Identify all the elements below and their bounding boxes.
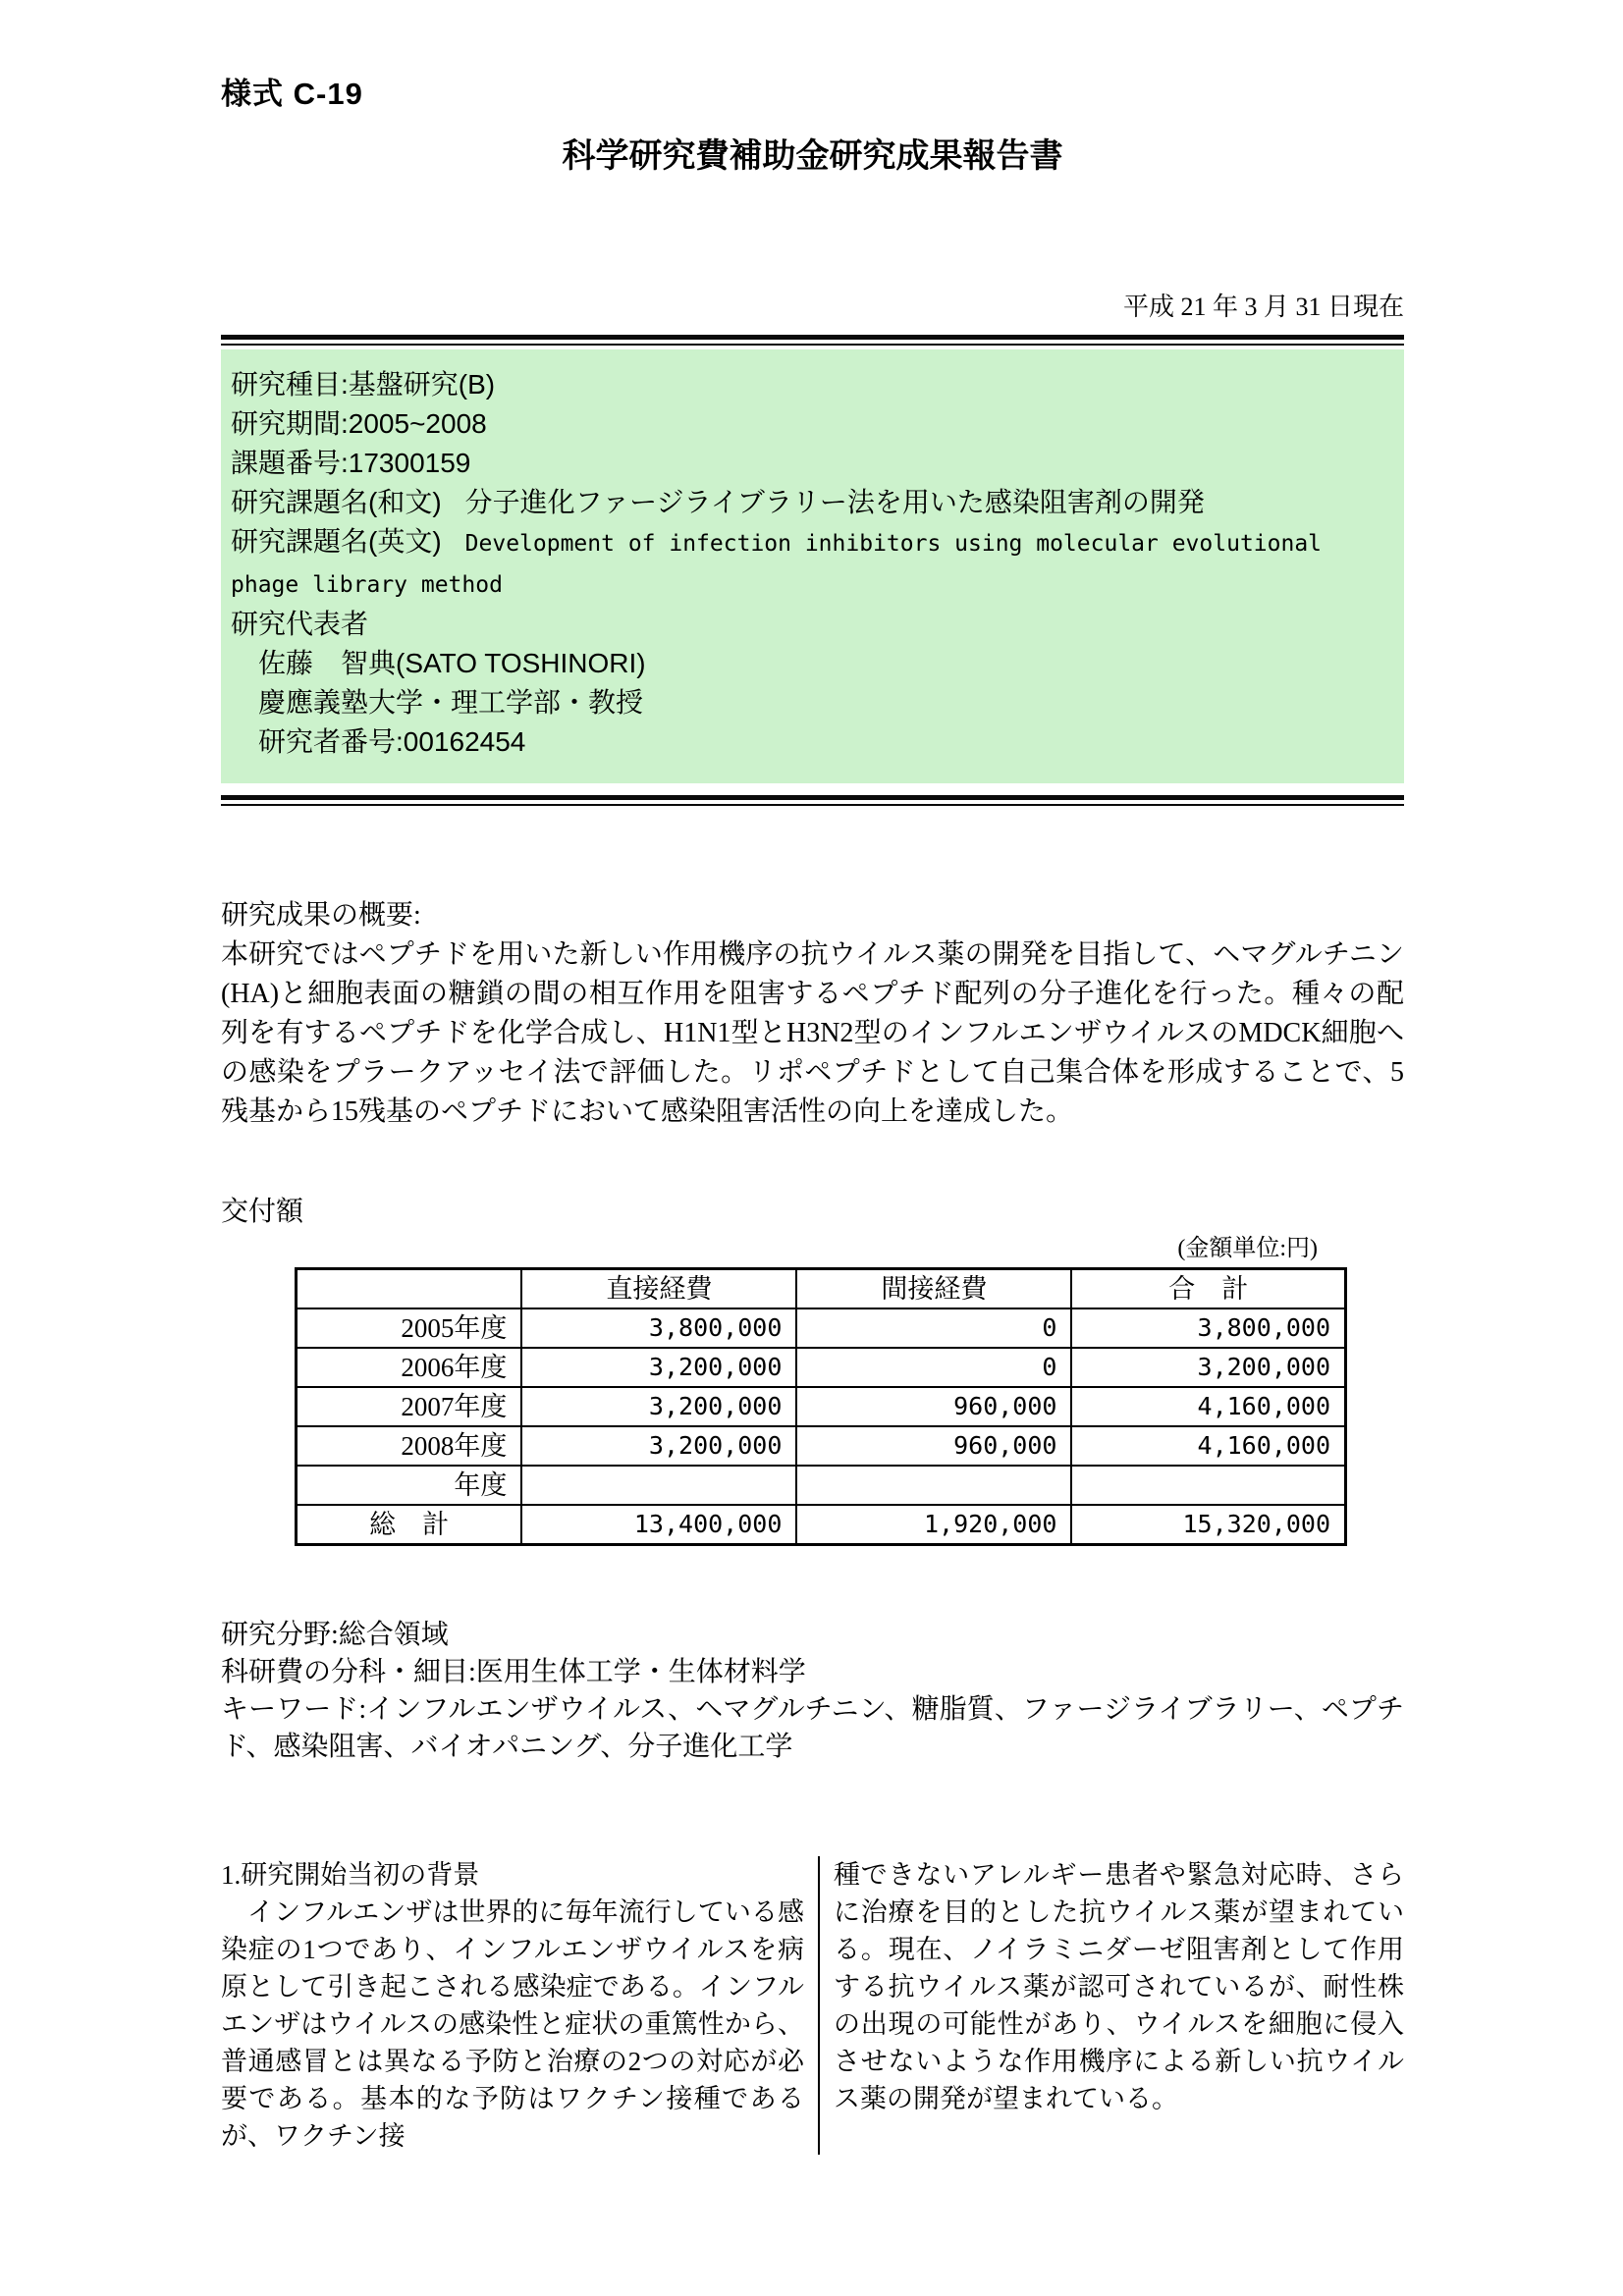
amount-cell: 4,160,000 <box>1071 1426 1345 1466</box>
amount-cell: 0 <box>796 1308 1071 1348</box>
amount-cell: 4,160,000 <box>1071 1387 1345 1426</box>
row-label-cell: 2005年度 <box>297 1308 522 1348</box>
amount-cell <box>1071 1466 1345 1505</box>
amount-cell <box>521 1466 796 1505</box>
double-rule-bottom <box>221 795 1404 806</box>
overview-section <box>221 896 1404 1132</box>
amount-cell: 960,000 <box>796 1426 1071 1466</box>
grant-table <box>295 1267 1347 1546</box>
header-cell-total: 合 計 <box>1071 1269 1345 1309</box>
row-label-cell: 2007年度 <box>297 1387 522 1426</box>
amount-cell: 3,200,000 <box>521 1348 796 1387</box>
research-category: 研究種目:基盤研究(B) <box>231 369 496 400</box>
amount-cell <box>796 1466 1071 1505</box>
project-title-ja-line <box>231 483 1394 522</box>
amount-cell: 3,200,000 <box>1071 1348 1345 1387</box>
table-row-2008 <box>297 1426 1346 1466</box>
principal-investigator-name: 佐藤 智典(SATO TOSHINORI) <box>258 648 646 678</box>
principal-investigator-affiliation: 慶應義塾大学・理工学部・教授 <box>258 687 644 718</box>
rule-bar-thick <box>221 335 1404 340</box>
amount-cell: 3,800,000 <box>521 1308 796 1348</box>
header-cell-indirect: 間接経費 <box>796 1269 1071 1309</box>
research-field-line: 研究分野:総合領域 <box>221 1620 449 1650</box>
table-row-2005 <box>297 1308 1346 1348</box>
form-code: 様式 C-19 <box>221 77 363 111</box>
project-title-ja-label: 研究課題名(和文) <box>231 487 442 517</box>
background-right-body: 種できないアレルギー患者や緊急対応時、さらに治療を目的とした抗ウイルス薬が望まれている。現在、ノイラミニダーゼ阻害剤として作用する抗ウイルス薬が認可されているが、耐性株の出現の可能性があり、ウイルスを細胞に侵入させないような作用機序による新しい抗ウイルス薬の開発が望まれている。 <box>834 1860 1404 2113</box>
double-rule-top <box>221 335 1404 346</box>
research-period: 研究期間:2005~2008 <box>231 408 487 439</box>
amount-cell: 15,320,000 <box>1071 1505 1345 1545</box>
overview-body: 本研究ではペプチドを用いた新しい作用機序の抗ウイルス薬の開発を目指して、ヘマグルチニン(HA)と細胞表面の糖鎖の間の相互作用を阻害するペプチド配列の分子進化を行った。種々の配列を有するペプチドを化学合成し、H1N1型とH3N2型のインフルエンザウイルスのMDCK細胞への感染をプラークアッセイ法で評価した。リポペプチドとして自己集合体を形成することで、5残基から15残基のペプチドにおいて感染阻害活性の向上を達成した。 <box>221 939 1404 1127</box>
keywords-line: キーワード:インフルエンザウイルス、ヘマグルチニン、糖脂質、ファージライブラリー、ペプチド、感染阻害、バイオパニング、分子進化工学 <box>221 1694 1404 1762</box>
project-title-ja-text: 分子進化ファージライブラリー法を用いた感染阻害剤の開発 <box>464 487 1205 517</box>
project-info-box <box>221 349 1404 783</box>
grant-section <box>221 1193 1404 1546</box>
background-heading: 1.研究開始当初の背景 <box>221 1860 480 1890</box>
overview-heading: 研究成果の概要: <box>221 900 421 931</box>
amount-cell: 3,200,000 <box>521 1426 796 1466</box>
amount-cell: 1,920,000 <box>796 1505 1071 1545</box>
rule-bar-thin <box>221 804 1404 806</box>
grant-heading: 交付額 <box>221 1197 304 1227</box>
document-title: 科学研究費補助金研究成果報告書 <box>562 137 1063 175</box>
unit-note: (金額単位:円) <box>1177 1236 1318 1261</box>
amount-cell: 3,800,000 <box>1071 1308 1345 1348</box>
research-subfield-line: 科研費の分科・細目:医用生体工学・生体材料学 <box>221 1657 806 1687</box>
background-section <box>221 1856 1404 2155</box>
row-label-cell: 年度 <box>297 1466 522 1505</box>
amount-cell: 0 <box>796 1348 1071 1387</box>
table-row-total <box>297 1505 1346 1545</box>
table-header-row <box>297 1269 1346 1309</box>
background-column-right <box>834 1856 1404 2155</box>
project-title-en-label: 研究課題名(英文) <box>231 526 442 557</box>
row-label-cell: 2008年度 <box>297 1426 522 1466</box>
column-divider <box>818 1856 820 2155</box>
table-row-2007 <box>297 1387 1346 1426</box>
researcher-number: 研究者番号:00162454 <box>258 726 526 757</box>
project-title-en-text: Development of infection inhibitors using molecular evolutional phage library method <box>231 531 1323 598</box>
header-cell-direct: 直接経費 <box>521 1269 796 1309</box>
row-label-cell: 2006年度 <box>297 1348 522 1387</box>
header-cell-year <box>297 1269 522 1309</box>
amount-cell: 960,000 <box>796 1387 1071 1426</box>
background-left-body: インフルエンザは世界的に毎年流行している感染症の1つであり、インフルエンザウイルスを病原として引き起こされる感染症である。インフルエンザはウイルスの感染性と症状の重篤性から、普通感冒とは異なる予防と治療の2つの対応が必要である。基本的な予防はワクチン接種であるが、ワクチン接 <box>221 1897 804 2151</box>
background-column-left <box>221 1856 804 2155</box>
grant-table-wrap <box>295 1234 1347 1546</box>
project-title-en-line <box>231 522 1394 605</box>
rule-bar-thick <box>221 795 1404 800</box>
date-line: 平成 21 年 3 月 31 日現在 <box>1122 293 1404 321</box>
amount-cell: 13,400,000 <box>521 1505 796 1545</box>
table-row-blank-year <box>297 1466 1346 1505</box>
table-row-2006 <box>297 1348 1346 1387</box>
amount-cell: 3,200,000 <box>521 1387 796 1426</box>
row-label-cell: 総 計 <box>297 1505 522 1545</box>
research-info-section <box>221 1617 1404 1766</box>
rule-bar-thin <box>221 344 1404 346</box>
project-number: 課題番号:17300159 <box>231 448 471 478</box>
principal-investigator-label: 研究代表者 <box>231 609 369 639</box>
